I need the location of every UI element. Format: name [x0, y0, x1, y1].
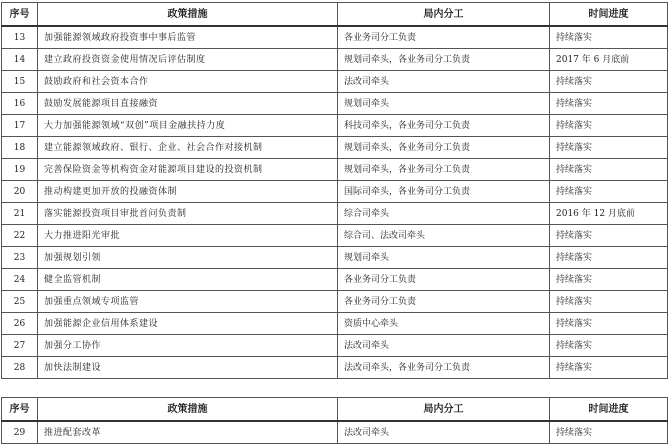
row-measure: 大力加强能源领域“双创”项目金融扶持力度: [38, 115, 338, 137]
table-row: [2, 335, 668, 357]
row-measure: 鼓励发展能源项目直接融资: [38, 93, 338, 115]
table-header-row: [2, 3, 668, 27]
row-dept: 资质中心牵头: [338, 313, 550, 335]
row-measure: 鼓励政府和社会资本合作: [38, 71, 338, 93]
row-measure: 加强重点领域专项监管: [38, 291, 338, 313]
row-time: 持续落实: [550, 225, 668, 247]
row-measure: 健全监管机制: [38, 269, 338, 291]
row-measure: 完善保险资金等机构资金对能源项目建设的投资机制: [38, 159, 338, 181]
row-time: 2017 年 6 月底前: [550, 49, 668, 71]
row-dept: 规划司牵头，各业务司分工负责: [338, 137, 550, 159]
row-number: 23: [2, 247, 38, 269]
row-measure: 加强能源企业信用体系建设: [38, 313, 338, 335]
table-row: [2, 93, 668, 115]
row-dept: 规划司牵头: [338, 93, 550, 115]
row-number: 25: [2, 291, 38, 313]
table-row: [2, 357, 668, 379]
table-row: [2, 247, 668, 269]
row-dept: 各业务司分工负责: [338, 291, 550, 313]
row-measure: 加快法制建设: [38, 357, 338, 379]
row-measure: 大力推进阳光审批: [38, 225, 338, 247]
table-row: [2, 71, 668, 93]
header-dept: 局内分工: [338, 3, 550, 27]
row-measure: 加强规划引领: [38, 247, 338, 269]
row-number: 21: [2, 203, 38, 225]
row-measure: 建立政府投资资金使用情况后评估制度: [38, 49, 338, 71]
table-row: [2, 421, 668, 444]
row-dept: 国际司牵头，各业务司分工负责: [338, 181, 550, 203]
row-measure: 建立能源领域政府、银行、企业、社会合作对接机制: [38, 137, 338, 159]
policy-table-continued: [1, 397, 668, 444]
table-row: [2, 137, 668, 159]
header-time: 时间进度: [550, 398, 668, 422]
row-time: 持续落实: [550, 26, 668, 49]
row-number: 13: [2, 26, 38, 49]
row-number: 22: [2, 225, 38, 247]
header-no: 序号: [2, 3, 38, 27]
row-time: 持续落实: [550, 335, 668, 357]
row-time: 2016 年 12 月底前: [550, 203, 668, 225]
header-dept: 局内分工: [338, 398, 550, 422]
table-row: [2, 203, 668, 225]
row-number: 16: [2, 93, 38, 115]
row-number: 28: [2, 357, 38, 379]
header-measure: 政策措施: [38, 3, 338, 27]
row-time: 持续落实: [550, 421, 668, 444]
row-dept: 法改司牵头: [338, 71, 550, 93]
row-dept: 规划司牵头: [338, 247, 550, 269]
row-number: 20: [2, 181, 38, 203]
row-dept: 法改司牵头，各业务司分工负责: [338, 357, 550, 379]
table-header-row: [2, 398, 668, 422]
table-row: [2, 49, 668, 71]
table-row: [2, 291, 668, 313]
row-dept: 各业务司分工负责: [338, 269, 550, 291]
table-row: [2, 26, 668, 49]
row-number: 29: [2, 421, 38, 444]
row-time: 持续落实: [550, 93, 668, 115]
row-number: 17: [2, 115, 38, 137]
table-row: [2, 225, 668, 247]
table-row: [2, 159, 668, 181]
row-time: 持续落实: [550, 71, 668, 93]
row-measure: 加强分工协作: [38, 335, 338, 357]
row-measure: 落实能源投资项目审批首问负责制: [38, 203, 338, 225]
row-time: 持续落实: [550, 357, 668, 379]
row-number: 24: [2, 269, 38, 291]
table-row: [2, 313, 668, 335]
header-no: 序号: [2, 398, 38, 422]
policy-table: [1, 2, 668, 379]
row-time: 持续落实: [550, 181, 668, 203]
row-dept: 法改司牵头: [338, 335, 550, 357]
row-measure: 推进配套改革: [38, 421, 338, 444]
row-dept: 规划司牵头，各业务司分工负责: [338, 49, 550, 71]
table-row: [2, 269, 668, 291]
row-number: 27: [2, 335, 38, 357]
row-number: 14: [2, 49, 38, 71]
row-dept: 科技司牵头，各业务司分工负责: [338, 115, 550, 137]
row-time: 持续落实: [550, 247, 668, 269]
row-time: 持续落实: [550, 115, 668, 137]
table-row: [2, 181, 668, 203]
header-measure: 政策措施: [38, 398, 338, 422]
row-number: 26: [2, 313, 38, 335]
row-number: 19: [2, 159, 38, 181]
row-number: 15: [2, 71, 38, 93]
row-dept: 各业务司分工负责: [338, 26, 550, 49]
table-row: [2, 115, 668, 137]
header-time: 时间进度: [550, 3, 668, 27]
row-time: 持续落实: [550, 159, 668, 181]
row-dept: 规划司牵头，各业务司分工负责: [338, 159, 550, 181]
row-dept: 法改司牵头: [338, 421, 550, 444]
row-number: 18: [2, 137, 38, 159]
row-dept: 综合司牵头: [338, 203, 550, 225]
row-measure: 推动构建更加开放的投融资体制: [38, 181, 338, 203]
row-time: 持续落实: [550, 291, 668, 313]
row-time: 持续落实: [550, 313, 668, 335]
row-time: 持续落实: [550, 269, 668, 291]
row-measure: 加强能源领域政府投资事中事后监管: [38, 26, 338, 49]
row-time: 持续落实: [550, 137, 668, 159]
row-dept: 综合司、法改司牵头: [338, 225, 550, 247]
